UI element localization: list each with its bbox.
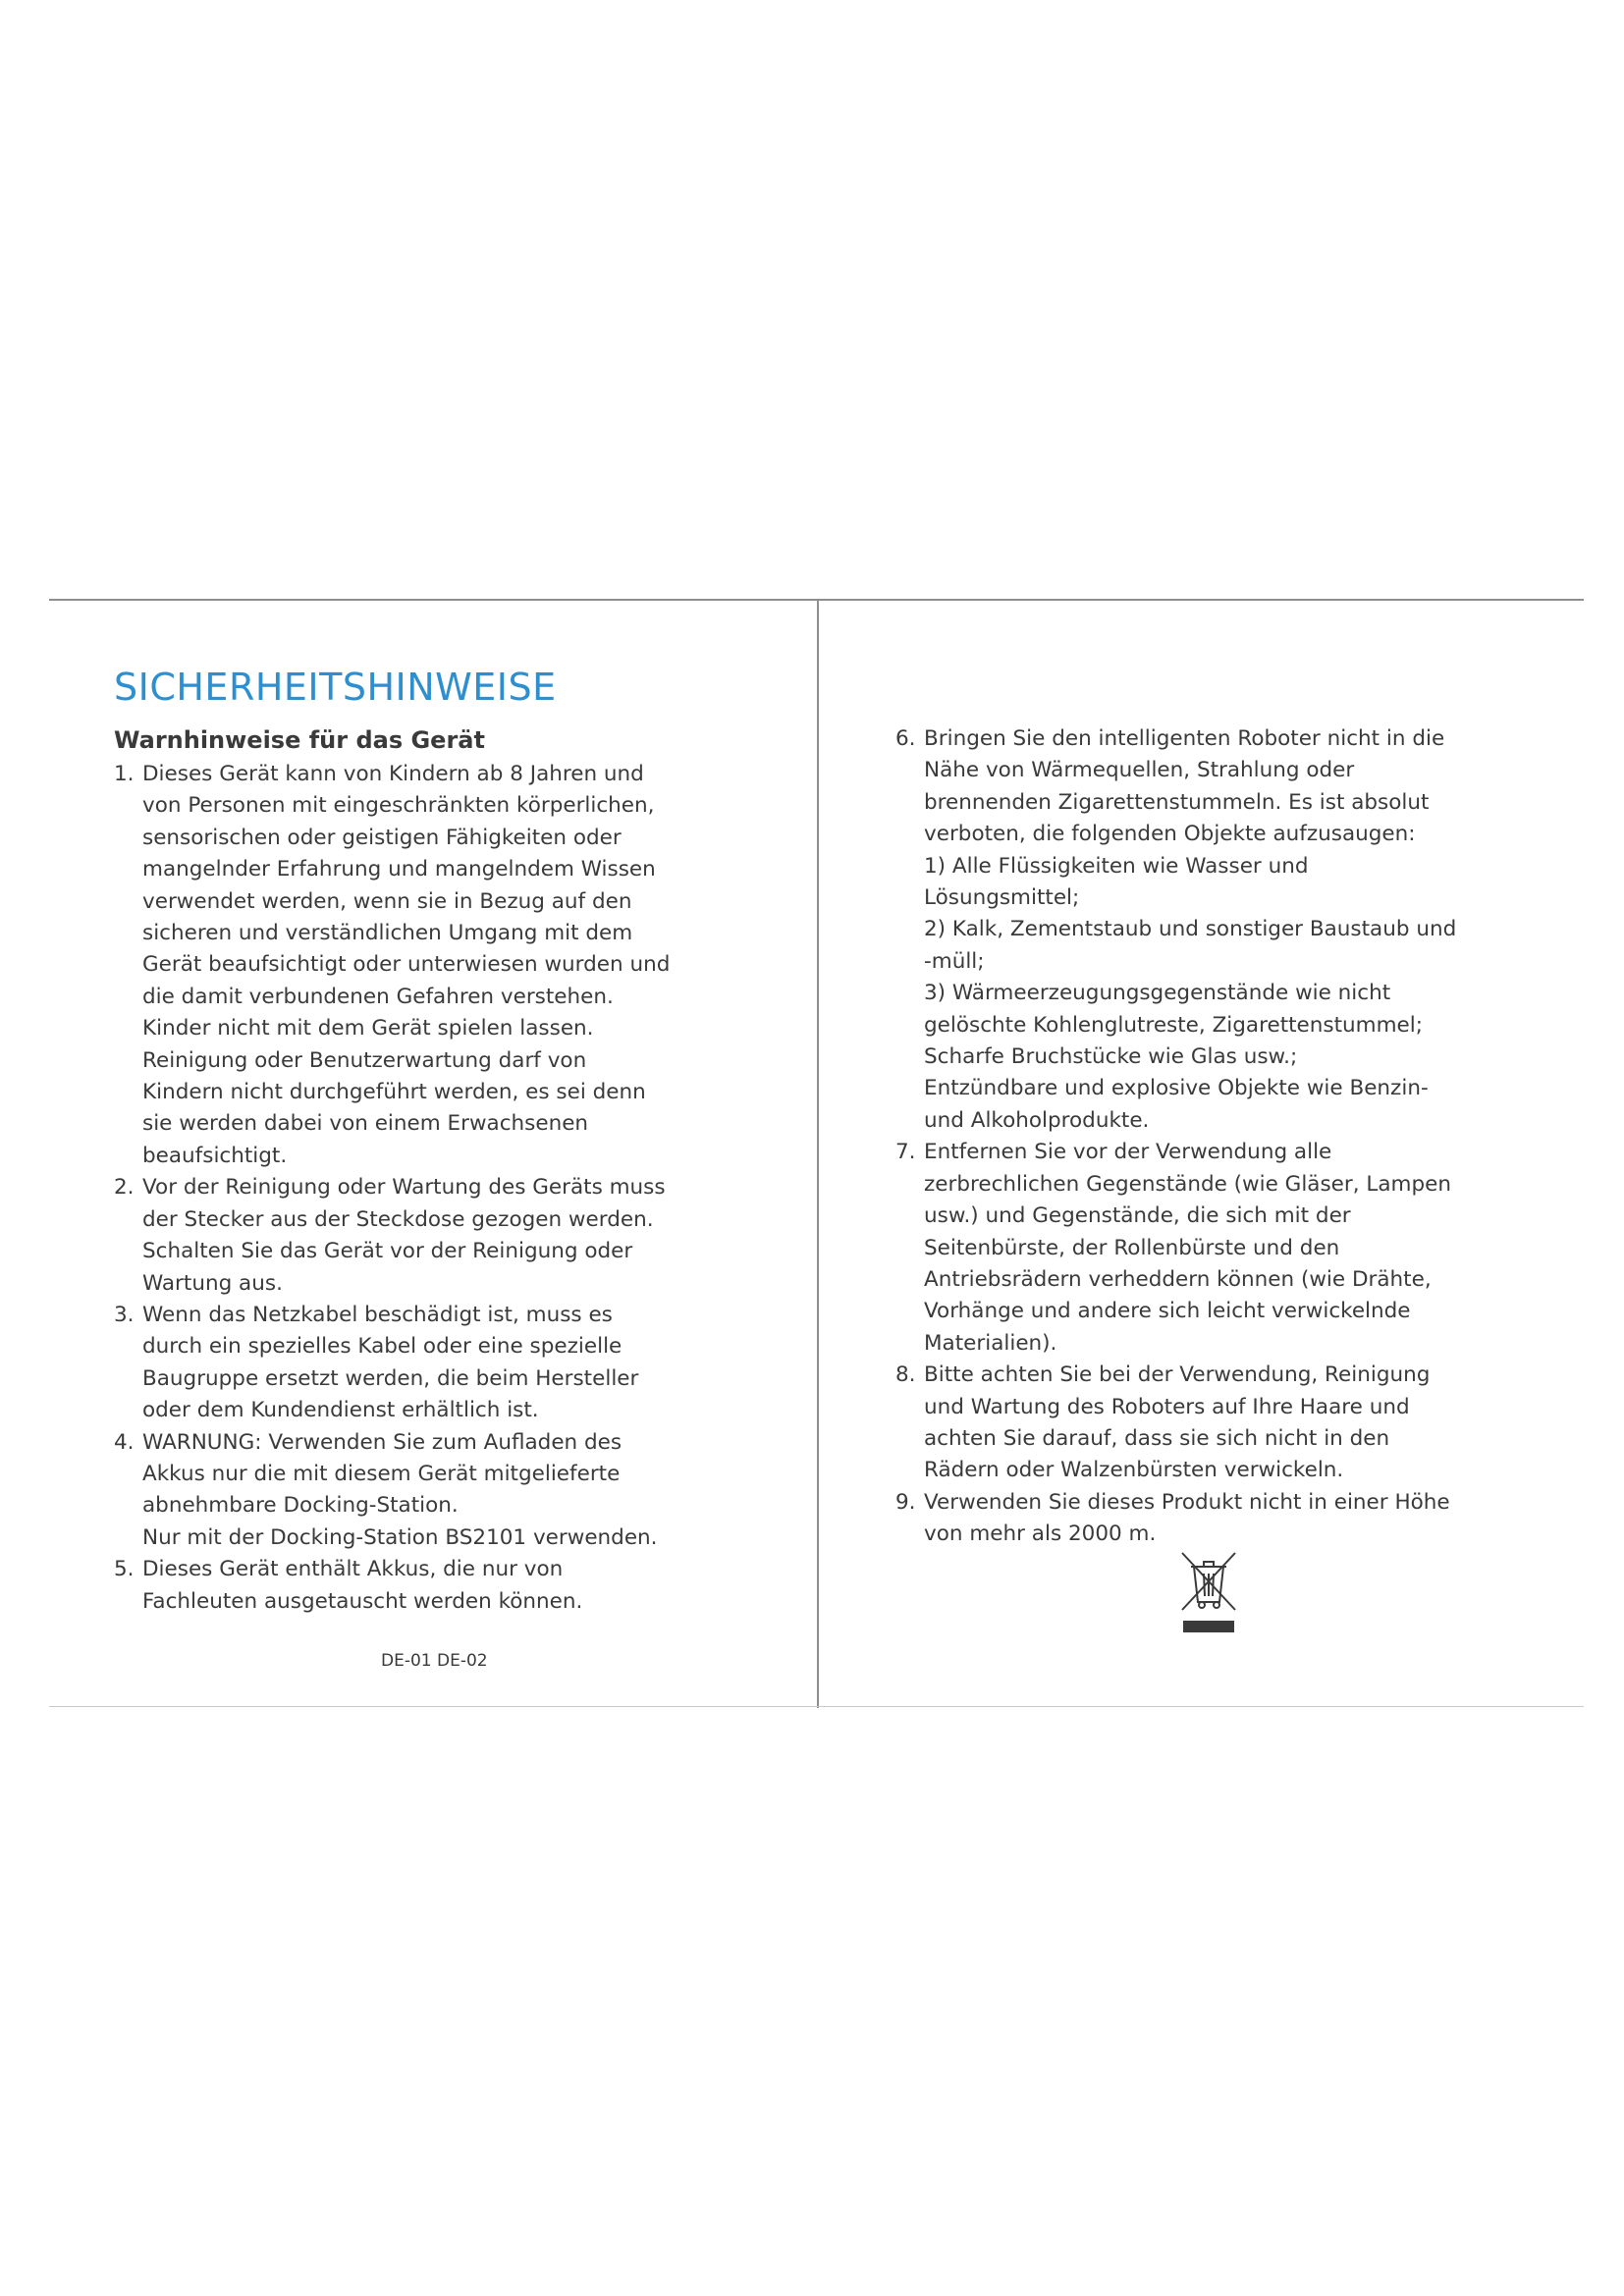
item-number: 4. [114,1429,135,1455]
item-text-line: Nur mit der Docking-Station BS2101 verwenden. [142,1524,658,1550]
item-text-line: Vor der Reinigung oder Wartung des Geräts muss [142,1175,666,1201]
list-item [114,1300,742,1427]
item-number: 9. [895,1489,916,1515]
item-text-line: Entzündbare und explosive Objekte wie Benzin- [924,1076,1429,1101]
crossed-out-wheelie-bin-icon [1176,1547,1241,1633]
item-text-line: Gerät beaufsichtigt oder unterwiesen wurden und [142,952,671,978]
item-text-line: Fachleuten ausgetauscht werden können. [142,1588,583,1614]
item-number: 6. [895,726,916,751]
center-divider [817,599,819,1708]
item-number: 3. [114,1302,135,1327]
page-title: SICHERHEITSHINWEISE [114,666,557,709]
list-item [114,1427,742,1555]
item-text-line: Bitte achten Sie bei der Verwendung, Reinigung [924,1362,1431,1388]
item-text-line: verwendet werden, wenn sie in Bezug auf den [142,888,632,914]
item-text-line: zerbrechlichen Gegenstände (wie Gläser, Lampen [924,1171,1452,1197]
item-text-line: Kindern nicht durchgeführt werden, es sei denn [142,1080,646,1105]
item-text-line: 2) Kalk, Zementstaub und sonstiger Baustaub und [924,917,1457,942]
item-text-line: 3) Wärmeerzeugungsgegenstände wie nicht [924,981,1391,1006]
item-text-line: -müll; [924,948,985,974]
item-text-line: brennenden Zigarettenstummeln. Es ist absolut [924,789,1430,815]
list-item [895,723,1534,1137]
item-text-line: usw.) und Gegenstände, die sich mit der [924,1203,1351,1229]
list-item [895,1137,1534,1360]
list-item [114,1554,742,1618]
item-text-line: Scharfe Bruchstücke wie Glas usw.; [924,1044,1298,1070]
item-text-line: Bringen Sie den intelligenten Roboter nicht in die [924,726,1445,751]
item-text-line: Nähe von Wärmequellen, Strahlung oder [924,758,1355,783]
item-text-line: und Wartung des Roboters auf Ihre Haare und [924,1394,1410,1419]
item-text-line: Wenn das Netzkabel beschädigt ist, muss es [142,1302,613,1327]
item-text-line: Baugruppe ersetzt werden, die beim Hersteller [142,1365,639,1391]
item-text-line: Seitenbürste, der Rollenbürste und den [924,1235,1340,1260]
item-number: 7. [895,1140,916,1165]
item-number: 5. [114,1557,135,1582]
item-text-line: verboten, die folgenden Objekte aufzusaugen: [924,822,1416,847]
item-text-line: Schalten Sie das Gerät vor der Reinigung oder [142,1239,633,1264]
list-item [895,1487,1534,1551]
item-text-line: von mehr als 2000 m. [924,1522,1157,1547]
item-text-line: Lösungsmittel; [924,885,1080,911]
item-text-line: Entfernen Sie vor der Verwendung alle [924,1140,1332,1165]
item-text-line: Wartung aus. [142,1270,283,1296]
item-text-line: Dieses Gerät kann von Kindern ab 8 Jahren und [142,762,644,786]
list-item [114,759,742,1172]
page-numbers: DE-01 DE-02 [381,1651,488,1671]
right-column-list [895,723,1534,1551]
item-number: 2. [114,1175,135,1201]
item-text-line: Kinder nicht mit dem Gerät spielen lassen. [142,1016,594,1041]
item-text-line: Dieses Gerät enthält Akkus, die nur von [142,1557,564,1582]
item-text-line: sie werden dabei von einem Erwachsenen [142,1111,589,1137]
item-text-line: die damit verbundenen Gefahren verstehen. [142,984,614,1009]
item-text-line: 1) Alle Flüssigkeiten wie Wasser und [924,853,1309,879]
list-item [114,1172,742,1300]
item-number: 1. [114,762,135,786]
item-text-line: beaufsichtigt. [142,1143,288,1168]
list-item [895,1360,1534,1487]
item-text-line: durch ein spezielles Kabel oder eine spezielle [142,1334,623,1360]
item-text-line: sicheren und verständlichen Umgang mit dem [142,921,633,946]
item-text-line: oder dem Kundendienst erhältlich ist. [142,1398,539,1423]
item-text-line: sensorischen oder geistigen Fähigkeiten oder [142,825,622,850]
item-text-line: mangelnder Erfahrung und mangelndem Wissen [142,857,656,882]
item-text-line: Rädern oder Walzenbürsten verwickeln. [924,1458,1344,1483]
bottom-divider [49,1706,1584,1707]
item-text-line: Materialien). [924,1330,1057,1356]
item-text-line: Reinigung oder Benutzerwartung darf von [142,1047,587,1073]
item-text-line: Vorhänge und andere sich leicht verwickelnde [924,1299,1411,1324]
item-text-line: Antriebsrädern verheddern können (wie Drähte, [924,1266,1432,1292]
section-subtitle: Warnhinweise für das Gerät [114,726,485,754]
item-text-line: Akkus nur die mit diesem Gerät mitgelieferte [142,1461,621,1486]
item-text-line: gelöschte Kohlenglutreste, Zigarettenstummel; [924,1012,1424,1038]
item-text-line: WARNUNG: Verwenden Sie zum Aufladen des [142,1429,623,1455]
item-text-line: der Stecker aus der Steckdose gezogen werden. [142,1206,654,1232]
item-text-line: achten Sie darauf, dass sie sich nicht in den [924,1425,1390,1451]
item-text-line: und Alkoholprodukte. [924,1107,1150,1133]
item-number: 8. [895,1362,916,1388]
item-text-line: von Personen mit eingeschränkten körperlichen, [142,793,655,819]
left-column-list [114,759,742,1618]
item-text-line: Verwenden Sie dieses Produkt nicht in einer Höhe [924,1489,1450,1515]
item-text-line: abnehmbare Docking-Station. [142,1493,459,1519]
